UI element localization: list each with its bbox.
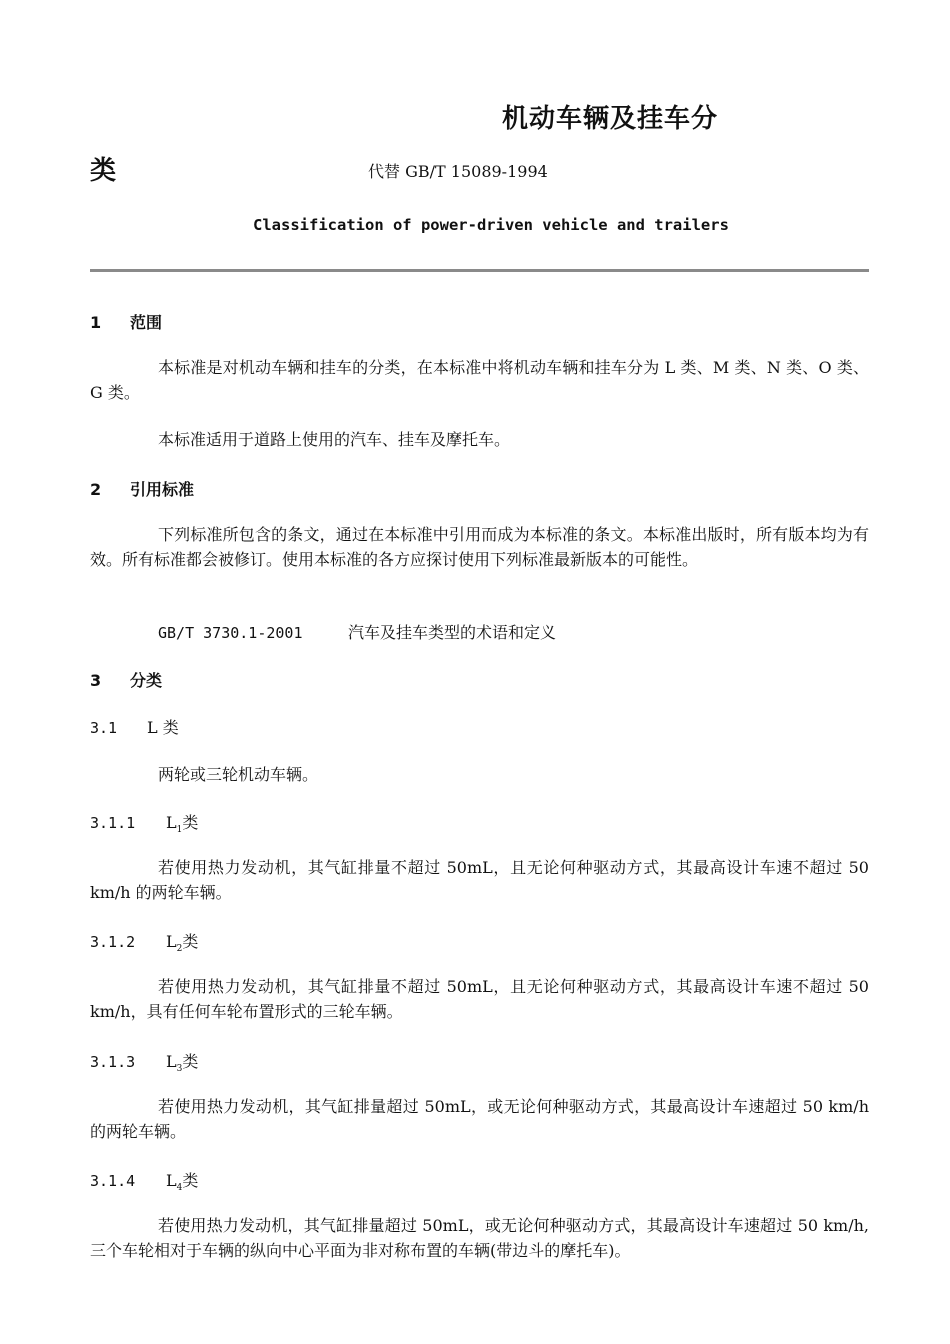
section-2-heading	[90, 477, 194, 500]
paragraph: 本标准适用于道路上使用的汽车、挂车及摩托车。	[158, 430, 511, 449]
paragraph: 本标准是对机动车辆和挂车的分类，在本标准中将机动车辆和挂车分为 L 类、M 类、N 类、O 类、G 类。	[90, 358, 869, 402]
subsection-3-1-1-heading	[90, 810, 198, 835]
section-1-heading	[90, 310, 162, 333]
subsection-3-1-4-heading	[90, 1168, 198, 1193]
paragraph: 若使用热力发动机，其气缸排量不超过 50mL，且无论何种驱动方式，其最高设计车速不超过 50 km/h 的两轮车辆。	[90, 858, 869, 902]
section-number: 2	[90, 480, 102, 499]
paragraph: 下列标准所包含的条文，通过在本标准中引用而成为本标准的条文。本标准出版时，所有版本均为有效。所有标准都会被修订。使用本标准的各方应探讨使用下列标准最新版本的可能性。	[90, 525, 869, 569]
subsection-label: $L_4$类	[166, 1171, 199, 1194]
section-number: 3	[90, 671, 102, 690]
reference-code: GB/T 3730.1-2001	[158, 624, 303, 642]
subsection-label: $L_3$类	[166, 1052, 199, 1075]
paragraph: 若使用热力发动机，其气缸排量不超过 50mL，且无论何种驱动方式，其最高设计车速不超过 50 km/h，具有任何车轮布置形式的三轮车辆。	[90, 977, 869, 1021]
subsection-label: $L_1$类	[166, 813, 199, 836]
subsection-number: 3.1.2	[90, 933, 136, 951]
document-title-line2: 类	[90, 156, 117, 186]
subsection-3-1-heading	[90, 715, 179, 738]
subsection-label: L 类	[147, 718, 179, 737]
english-title: Classification of power-driven vehicle and trailers	[253, 216, 729, 234]
section-title: 分类	[130, 671, 163, 690]
section-number: 1	[90, 313, 102, 332]
reference-title: 汽车及挂车类型的术语和定义	[348, 623, 557, 642]
subsection-number: 3.1.1	[90, 814, 136, 832]
section-title: 范围	[130, 313, 163, 332]
section-3-heading	[90, 668, 162, 691]
subsection-number: 3.1.4	[90, 1172, 136, 1190]
paragraph: 若使用热力发动机，其气缸排量超过 50mL，或无论何种驱动方式，其最高设计车速超过 50 km/h 的两轮车辆。	[90, 1097, 869, 1141]
paragraph: 若使用热力发动机，其气缸排量超过 50mL，或无论何种驱动方式，其最高设计车速超过 50 km/h,三个车轮相对于车辆的纵向中心平面为非对称布置的车辆(带边斗的摩托车)。	[90, 1216, 869, 1260]
replaces-standard: 代替 GB/T 15089-1994	[368, 162, 548, 181]
subsection-number: 3.1.3	[90, 1053, 136, 1071]
subsection-number: 3.1	[90, 719, 118, 737]
normative-reference	[158, 620, 556, 643]
subsection-label: $L_2$类	[166, 932, 199, 955]
section-title: 引用标准	[130, 480, 195, 499]
paragraph: 两轮或三轮机动车辆。	[158, 765, 319, 784]
subsection-3-1-2-heading	[90, 929, 198, 954]
document-title-line1: 机动车辆及挂车分	[502, 104, 719, 134]
subsection-3-1-3-heading	[90, 1049, 198, 1074]
title-divider	[90, 269, 869, 272]
